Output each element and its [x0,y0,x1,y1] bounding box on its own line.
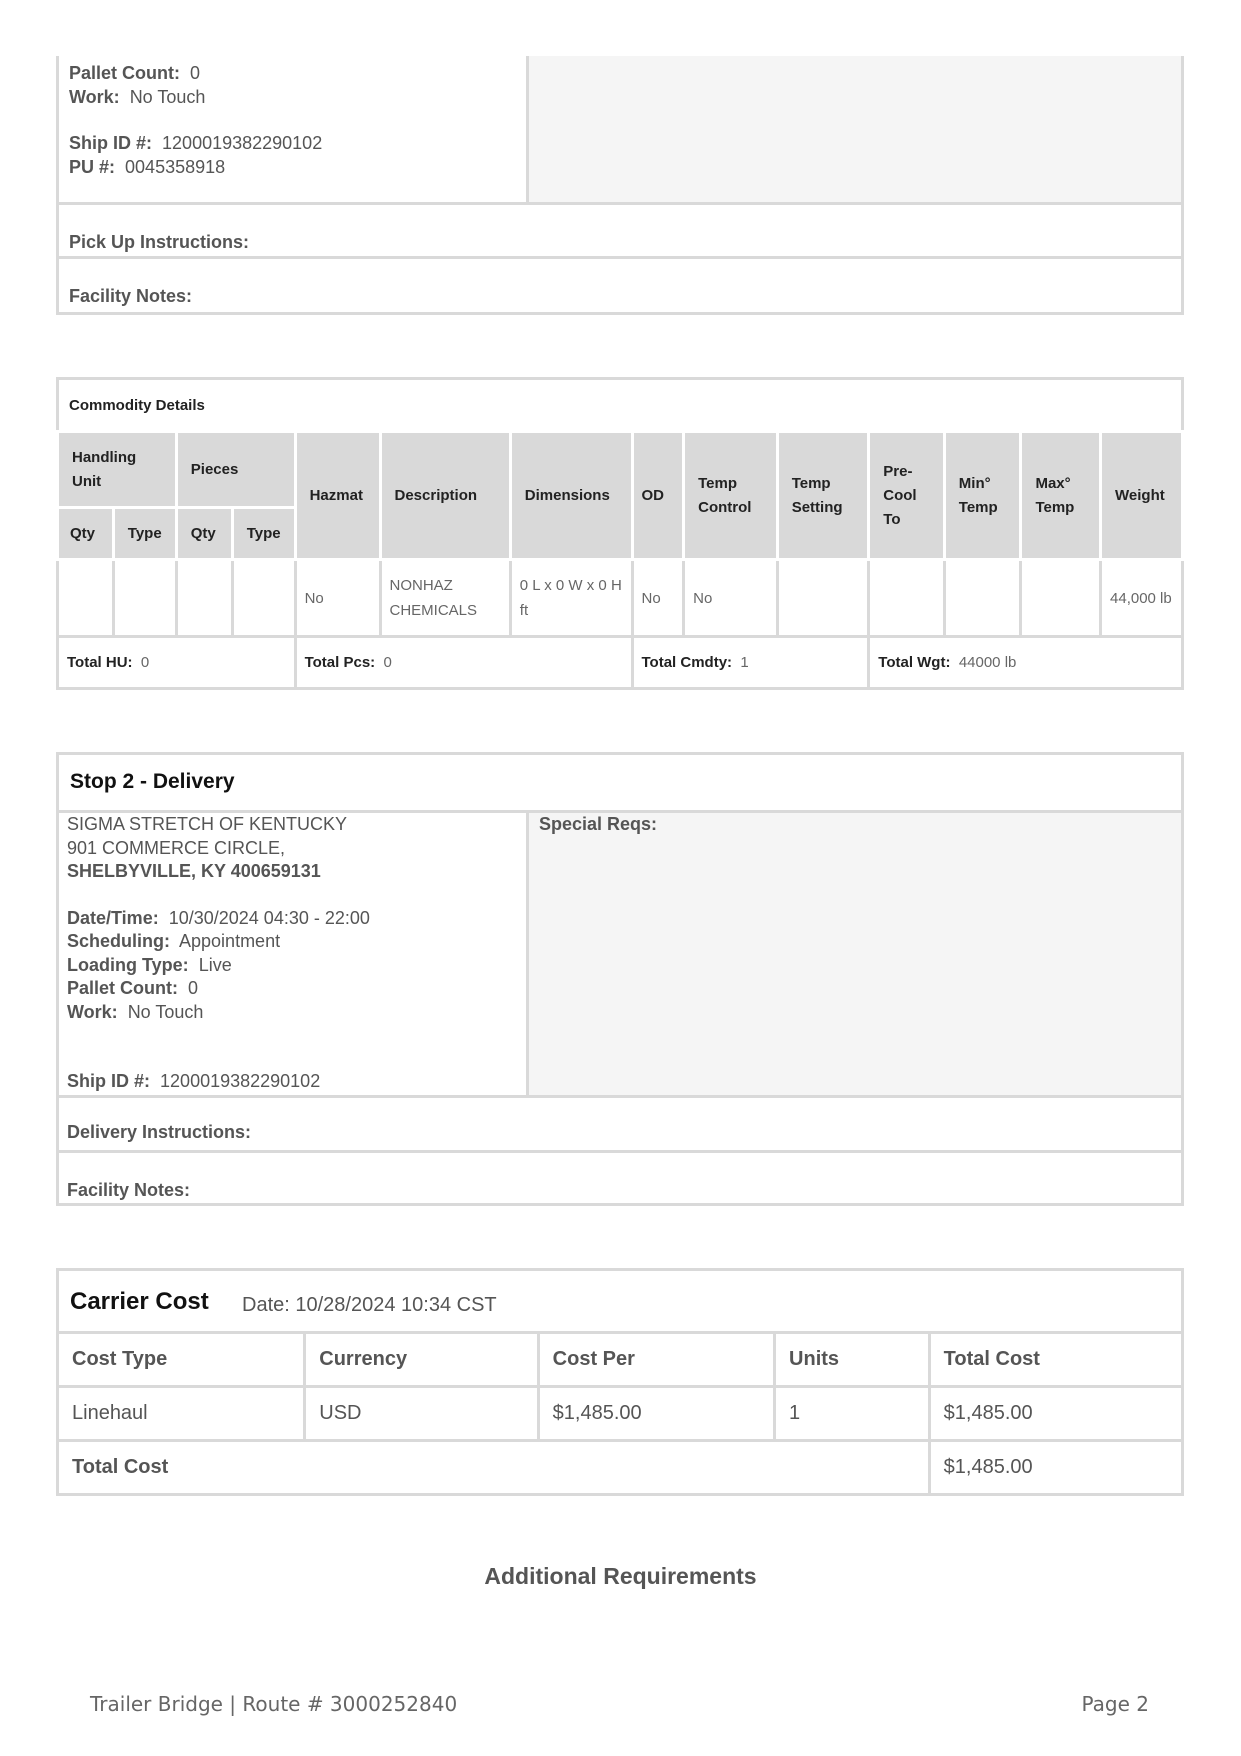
total-cmdty: Total Cmdty: 1 [632,637,869,689]
work-value: No Touch [129,86,206,107]
facility-notes-label: Facility Notes: [69,286,193,306]
datetime-line: Date/Time: 10/30/2024 04:30 - 22:00 [67,907,370,928]
col-handling-unit: Handling Unit [58,432,177,508]
delivery-instructions-label: Delivery Instructions: [67,1122,252,1142]
table-row [58,560,1183,637]
col-pcs-qty: Qty [176,508,232,560]
col-weight: Weight [1101,432,1183,560]
temp-control-value: No [684,560,778,637]
pickup-instructions-label: Pick Up Instructions: [69,232,250,252]
col-cost-per: Cost Per [538,1333,774,1387]
ship-id-line: Ship ID #: 1200019382290102 [69,133,323,153]
pallet-count-line: Pallet Count: 0 [67,978,199,998]
description-value: NONHAZ CHEMICALS [380,560,510,637]
col-min-temp: Min° Temp [944,432,1021,560]
footer-page-number: Page 2 [1081,1692,1149,1716]
col-pcs-type: Type [232,508,295,560]
hazmat-value: No [295,560,380,637]
col-hazmat: Hazmat [295,432,380,560]
stop2-body [59,810,1181,1095]
delivery-instructions-row [59,1095,1181,1150]
special-reqs-label: Special Reqs: [539,814,658,834]
address-line: 901 COMMERCE CIRCLE, [67,837,286,858]
ship-id-line: Ship ID #: 1200019382290102 [67,1071,321,1091]
stop1-special-reqs-panel [526,56,1181,202]
facility-notes-row [59,1150,1181,1203]
ship-id-value: 1200019382290102 [162,133,323,153]
city-state-zip: SHELBYVILLE, KY 400659131 [67,861,321,881]
dimensions-value: 0 L x 0 W x 0 H ft [510,560,632,637]
stop1-details [69,62,322,179]
facility-notes-label: Facility Notes: [67,1180,191,1200]
additional-requirements-heading: Additional Requirements [484,1563,757,1589]
col-max-temp: Max° Temp [1021,432,1101,560]
commodity-table [56,430,1184,690]
col-cost-type: Cost Type [58,1333,305,1387]
pallet-count-line: Pallet Count: 0 [69,63,201,83]
total-pcs: Total Pcs: 0 [295,637,632,689]
col-units: Units [775,1333,930,1387]
carrier-cost-table [56,1331,1184,1496]
total-hu: Total HU: 0 [58,637,296,689]
pallet-count-value: 0 [190,63,201,83]
carrier-cost-title: Carrier Cost [70,1288,209,1315]
total-cost-label: Total Cost [58,1441,930,1495]
total-cost-value: $1,485.00 [929,1441,1182,1495]
col-total-cost: Total Cost [929,1333,1182,1387]
col-pre-cool-to: Pre-Cool To [869,432,945,560]
carrier-cost-header [56,1268,1184,1333]
scheduling-line: Scheduling: Appointment [67,931,281,951]
commodity-title: Commodity Details [69,397,205,414]
pu-line: PU #: 0045358918 [69,156,226,177]
pickup-instructions-row [59,202,1181,256]
od-value: No [632,560,684,637]
col-temp-control: Temp Control [684,432,778,560]
table-row: Linehaul USD $1,485.00 1 $1,485.00 [58,1387,1183,1441]
facility-notes-row [59,256,1181,312]
carrier-cost-date: Date: 10/28/2024 10:34 CST [242,1294,497,1316]
stop2-details [67,813,370,1094]
footer-route: Trailer Bridge | Route # 3000252840 [90,1692,458,1716]
col-currency: Currency [305,1333,538,1387]
col-temp-setting: Temp Setting [777,432,869,560]
work-line: Work: No Touch [69,86,206,107]
col-description: Description [380,432,510,560]
col-od: OD [632,432,684,560]
stop2-title: Stop 2 - Delivery [70,770,235,793]
col-dimensions: Dimensions [510,432,632,560]
col-hu-type: Type [113,508,176,560]
col-pieces: Pieces [176,432,295,508]
loading-type-line: Loading Type: Live [67,954,232,975]
total-wgt: Total Wgt: 44000 lb [869,637,1183,689]
cost-total-row [58,1441,1183,1495]
totals-row [58,637,1183,689]
special-reqs-panel [526,813,1181,1095]
stop1-section [56,56,1184,315]
company-name: SIGMA STRETCH OF KENTUCKY [67,814,348,834]
weight-value: 44,000 lb [1101,560,1183,637]
pu-value: 0045358918 [125,156,226,177]
col-hu-qty: Qty [58,508,114,560]
stop2-section [56,752,1184,1206]
work-line: Work: No Touch [67,1001,204,1022]
cost-header-row [58,1333,1183,1387]
commodity-title-box [56,377,1184,432]
